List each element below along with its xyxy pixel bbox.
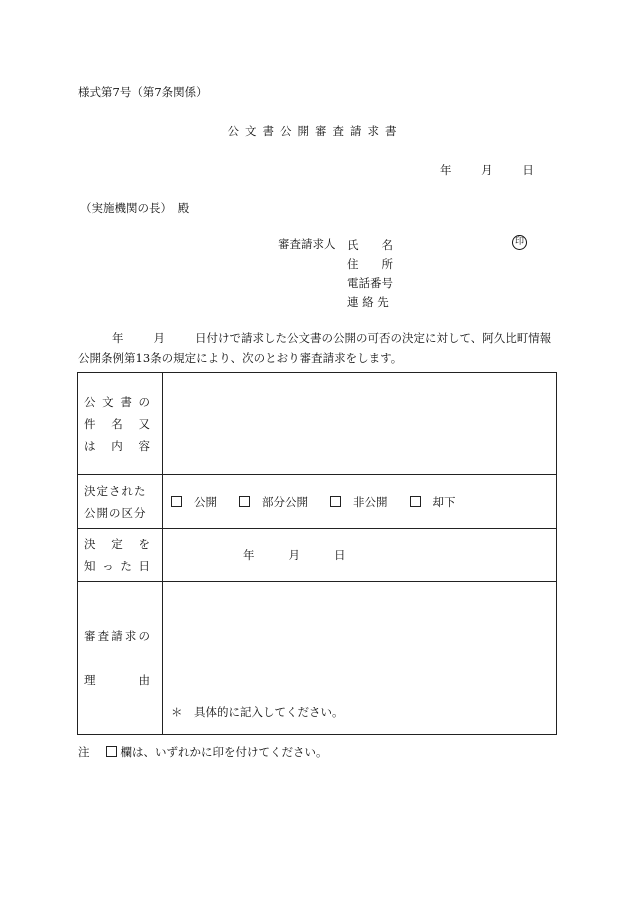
addressee: （実施機関の長） 殿 bbox=[80, 201, 190, 215]
label-notice-date: 決 定 を 知 っ た 日 bbox=[78, 529, 163, 582]
table-row-document-name bbox=[78, 373, 557, 475]
footnote bbox=[78, 744, 328, 760]
date-year: 年 bbox=[440, 163, 452, 177]
requester-address-label: 住 所 bbox=[347, 257, 393, 271]
requester-fields bbox=[347, 236, 393, 312]
document-name-field[interactable] bbox=[163, 373, 557, 475]
notice-date-field[interactable]: 年 月 日 bbox=[163, 529, 557, 582]
statement-line-1-text: 日付けで請求した公文書の公開の可否の決定に対して、阿久比町情報 bbox=[195, 331, 552, 345]
checkbox-icon[interactable] bbox=[410, 496, 421, 507]
option-partial-disclosure[interactable]: 部分公開 bbox=[239, 494, 308, 510]
requester-label: 審査請求人 bbox=[278, 237, 336, 251]
seal-mark: 印 bbox=[512, 235, 527, 250]
requester-phone-label: 電話番号 bbox=[347, 276, 393, 290]
checkbox-icon[interactable] bbox=[239, 496, 250, 507]
date-day: 日 bbox=[522, 163, 534, 177]
checkbox-icon[interactable] bbox=[171, 496, 182, 507]
label-reason: 審 査 請 求 の 理 由 bbox=[78, 582, 163, 735]
checkbox-icon[interactable] bbox=[330, 496, 341, 507]
statement-year: 年 bbox=[112, 331, 124, 345]
requester-contact-label: 連 絡 先 bbox=[347, 295, 389, 309]
option-non-disclosure[interactable]: 非公開 bbox=[330, 494, 388, 510]
option-rejection[interactable]: 却下 bbox=[410, 494, 456, 510]
label-document-name: 公 文 書 の 件 名 又 は 内 容 bbox=[78, 373, 163, 475]
reason-note: ＊ 具体的に記入してください。 bbox=[171, 705, 344, 719]
form-number: 様式第7号（第7条関係） bbox=[78, 85, 208, 99]
requester-name-label: 氏 名 bbox=[347, 238, 393, 252]
statement-line-1 bbox=[78, 328, 558, 348]
label-decision-type: 決定された 公開の区分 bbox=[78, 475, 163, 529]
footnote-prefix: 注 bbox=[78, 745, 90, 759]
option-disclosure[interactable]: 公開 bbox=[171, 494, 217, 510]
decision-type-options bbox=[163, 475, 557, 529]
table-row-reason bbox=[78, 582, 557, 735]
date-month: 月 bbox=[481, 163, 493, 177]
footnote-text: 欄は、いずれかに印を付けてください。 bbox=[120, 745, 328, 759]
table-row-decision-type bbox=[78, 475, 557, 529]
submission-date bbox=[440, 162, 534, 178]
statement-month: 月 bbox=[153, 331, 165, 345]
request-statement bbox=[78, 328, 558, 368]
document-title: 公文書公開審査請求書 bbox=[227, 124, 403, 138]
table-row-notice-date bbox=[78, 529, 557, 582]
checkbox-icon bbox=[106, 746, 117, 757]
statement-line-2: 公開条例第13条の規定により、次のとおり審査請求をします。 bbox=[78, 351, 403, 365]
request-form-table bbox=[77, 372, 557, 735]
reason-field[interactable] bbox=[163, 582, 557, 735]
